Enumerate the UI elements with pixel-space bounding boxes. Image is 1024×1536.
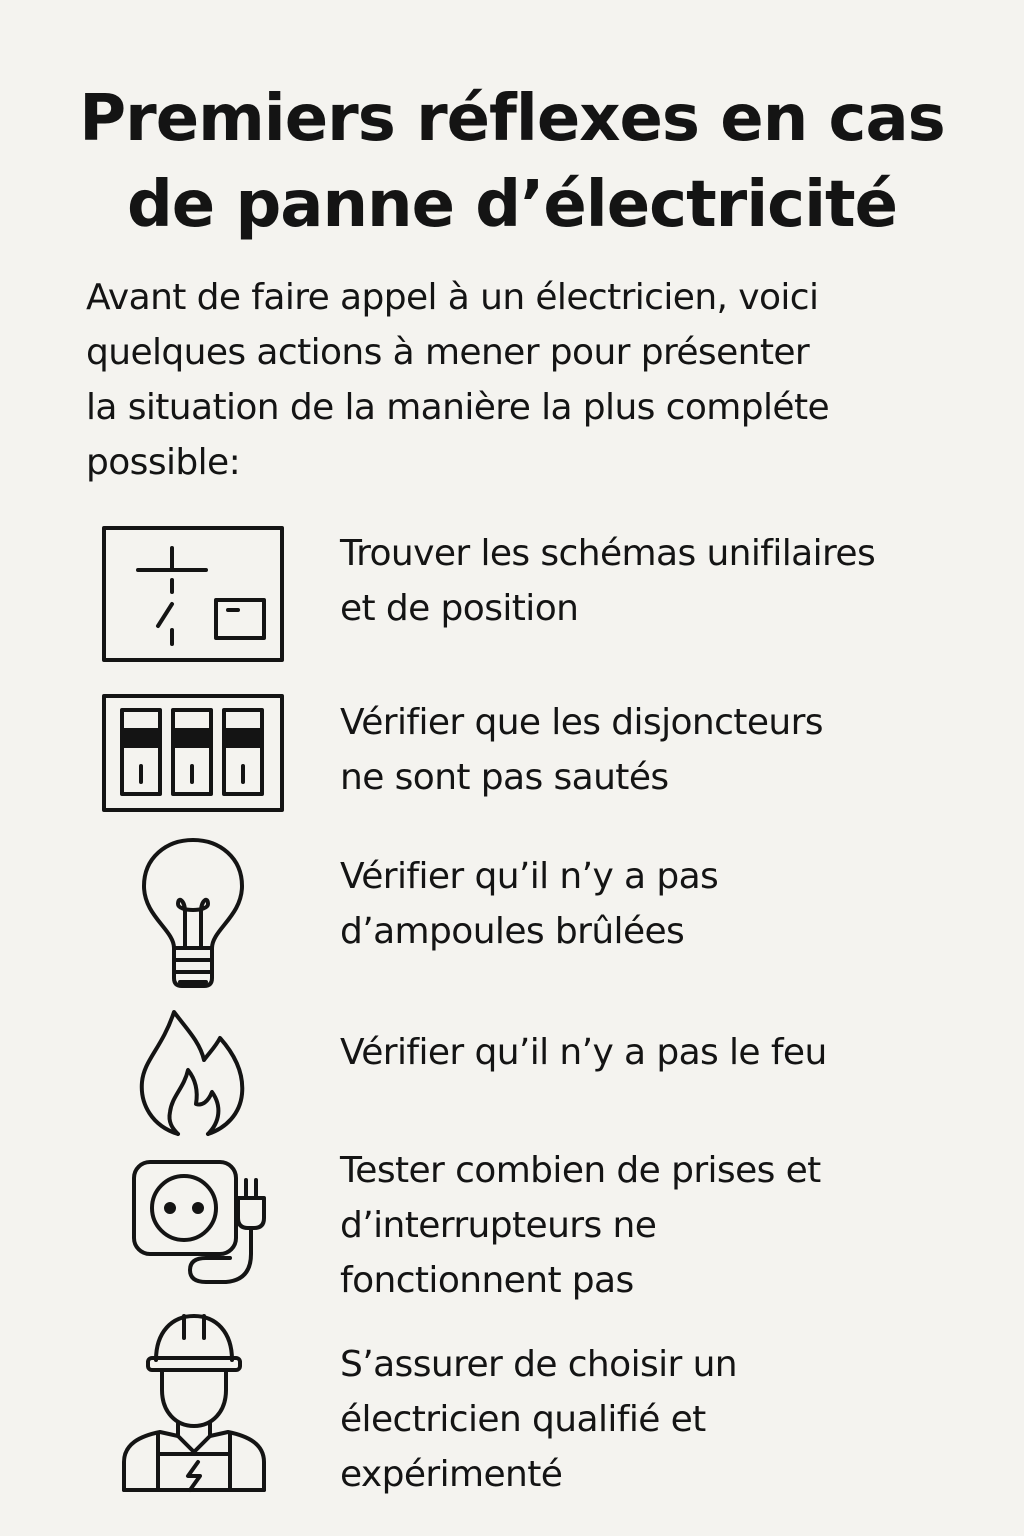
list-item-3 <box>340 849 1000 959</box>
list-item-2 <box>340 695 1000 805</box>
list-item-5 <box>340 1143 1000 1308</box>
circuit-breaker-icon <box>102 694 284 812</box>
light-bulb-icon <box>138 836 248 992</box>
list-item-6-line-1: S’assurer de choisir un <box>340 1344 738 1385</box>
list-item-1-line-2: et de position <box>340 588 579 629</box>
intro-paragraph <box>86 270 966 490</box>
title-line-2: de panne d’électricité <box>126 168 898 242</box>
title-line-1: Premiers réflexes en cas <box>79 82 945 156</box>
intro-line-4: possible: <box>86 442 241 483</box>
page-title <box>40 76 984 248</box>
list-item-1-line-1: Trouver les schémas unifilaires <box>340 533 876 574</box>
list-item-6-line-3: expérimenté <box>340 1454 563 1495</box>
intro-line-2: quelques actions à mener pour présenter <box>86 332 810 373</box>
list-item-5-line-1: Tester combien de prises et <box>340 1150 821 1191</box>
list-item-3-line-1: Vérifier qu’il n’y a pas <box>340 856 719 897</box>
wiring-diagram-icon <box>102 526 284 662</box>
list-item-3-line-2: d’ampoules brûlées <box>340 911 685 952</box>
power-outlet-icon <box>130 1158 266 1290</box>
list-item-4-line-1: Vérifier qu’il n’y a pas le feu <box>340 1032 827 1073</box>
electrician-icon <box>120 1312 268 1496</box>
list-item-6-line-2: électricien qualifié et <box>340 1399 706 1440</box>
list-item-1 <box>340 526 1000 636</box>
list-item-5-line-2: d’interrupteurs ne <box>340 1205 657 1246</box>
list-item-2-line-1: Vérifier que les disjoncteurs <box>340 702 823 743</box>
list-item-5-line-3: fonctionnent pas <box>340 1260 634 1301</box>
intro-line-1: Avant de faire appel à un électricien, voici <box>86 277 819 318</box>
intro-line-3: la situation de la manière la plus compléte <box>86 387 830 428</box>
list-item-4 <box>340 1025 1000 1080</box>
list-item-6 <box>340 1337 1000 1502</box>
flame-icon <box>138 1008 248 1138</box>
list-item-2-line-2: ne sont pas sautés <box>340 757 669 798</box>
